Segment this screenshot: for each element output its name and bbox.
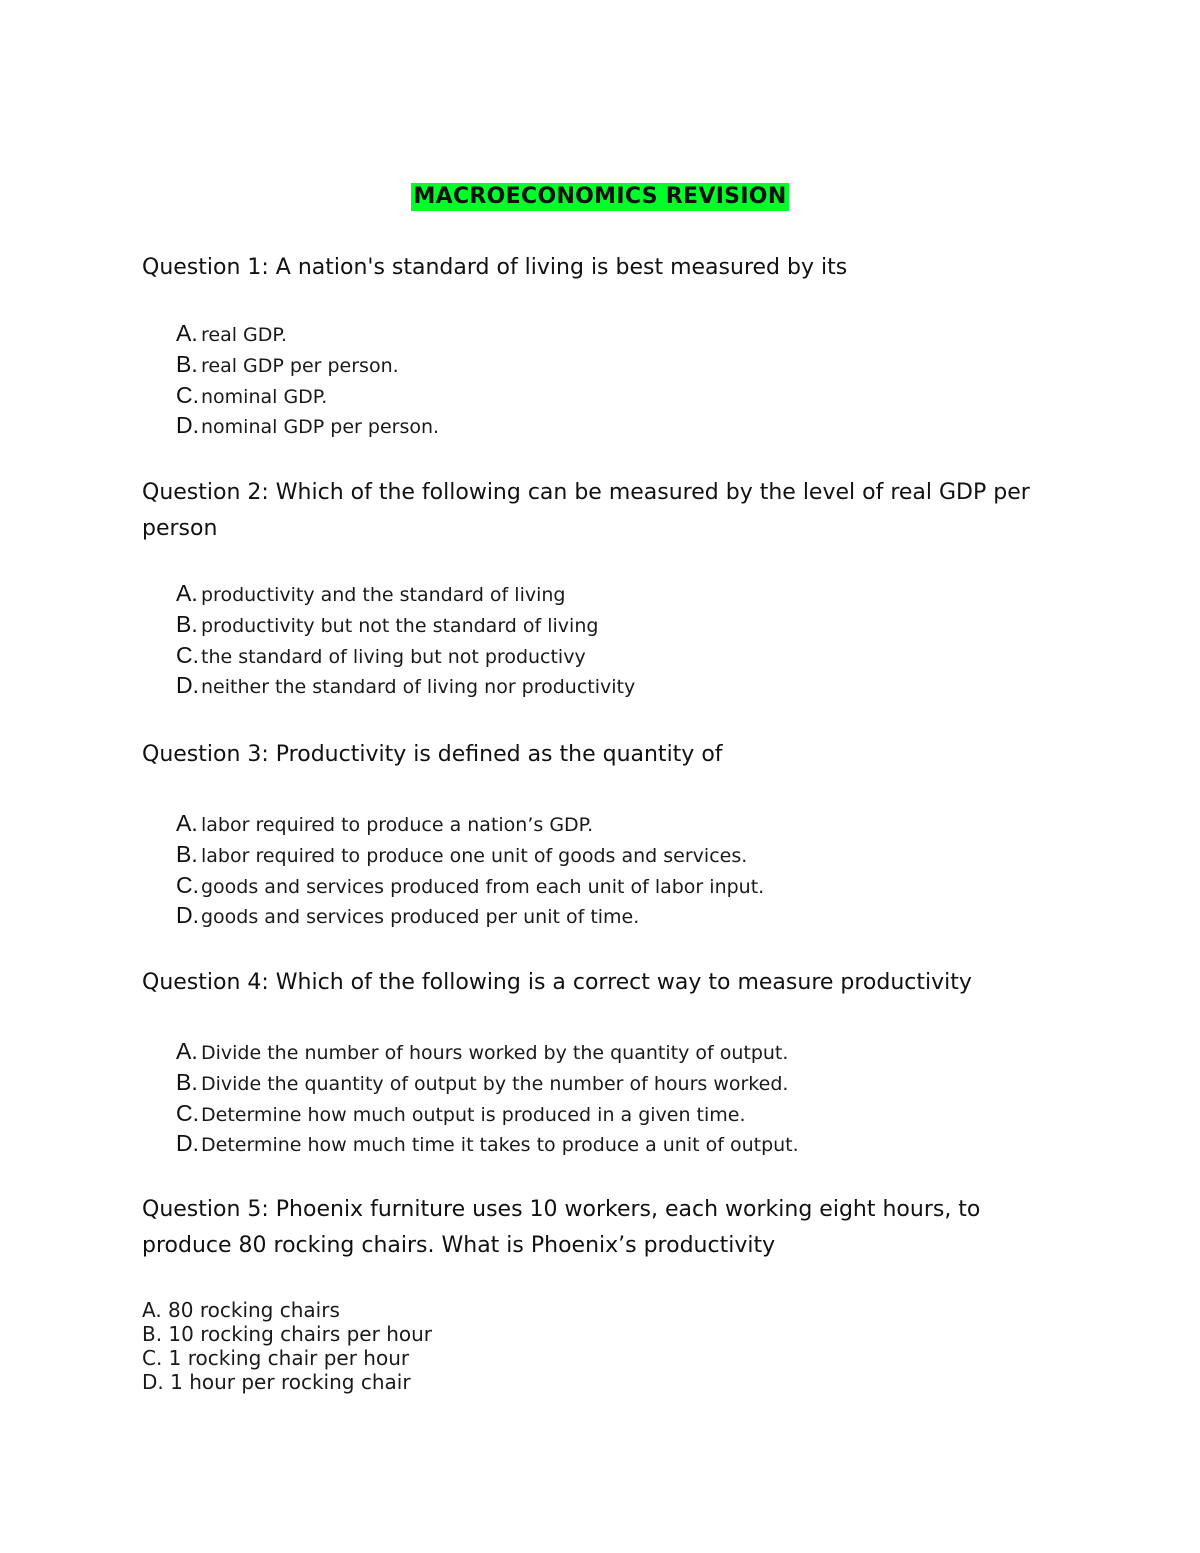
option-text: nominal GDP. <box>201 385 328 408</box>
question-4 <box>142 965 1072 1159</box>
option-letter: B. <box>176 610 198 637</box>
option-text: productivity and the standard of living <box>201 584 566 606</box>
question-4-options <box>176 1036 1072 1159</box>
question-1-options <box>176 318 1072 441</box>
option-c <box>176 380 1072 411</box>
document-title: MACROECONOMICS REVISION <box>413 184 787 209</box>
option-b: B. 10 rocking chairs per hour <box>142 1322 432 1346</box>
option-d <box>176 1128 1072 1159</box>
option-letter: D. <box>176 672 199 699</box>
option-text: real GDP per person. <box>201 354 399 377</box>
question-5-options <box>142 1298 1072 1394</box>
option-letter: D. <box>176 412 199 439</box>
option-text: Divide the number of hours worked by the quantity of output. <box>201 1042 789 1064</box>
option-text: labor required to produce one unit of goods and services. <box>201 844 748 867</box>
option-a <box>176 1036 1072 1067</box>
option-text: real GDP. <box>201 324 287 346</box>
option-text: the standard of living but not productivy <box>201 645 586 668</box>
question-1 <box>142 250 1072 441</box>
question-3-options <box>176 808 1072 931</box>
option-letter: B. <box>176 350 198 377</box>
option-b <box>176 1067 1072 1098</box>
option-letter: B. <box>176 1068 198 1095</box>
option-d: D. 1 hour per rocking chair <box>142 1370 411 1394</box>
option-c <box>176 640 1072 671</box>
option-a: A. 80 rocking chairs <box>142 1298 340 1322</box>
question-5-text: Question 5: Phoenix furniture uses 10 workers, each working eight hours, to produce 80 rocking chairs. What is Phoenix’s productivity <box>142 1197 981 1258</box>
question-2-text: Question 2: Which of the following can be measured by the level of real GDP per person <box>142 480 1030 541</box>
option-text: goods and services produced from each unit of labor input. <box>201 875 765 898</box>
option-d <box>176 900 1072 931</box>
option-d <box>176 410 1072 441</box>
option-letter: A. <box>176 810 198 836</box>
question-4-text: Question 4: Which of the following is a correct way to measure productivity <box>142 970 972 995</box>
question-3 <box>142 737 1072 931</box>
option-text: nominal GDP per person. <box>201 416 440 439</box>
question-2-options <box>176 578 1072 701</box>
question-2 <box>142 475 1072 701</box>
question-3-text: Question 3: Productivity is defined as the quantity of <box>142 742 723 767</box>
option-letter: A. <box>176 1038 198 1064</box>
option-b <box>176 609 1072 640</box>
option-text: labor required to produce a nation’s GDP. <box>201 814 594 836</box>
option-text: neither the standard of living nor productivity <box>201 676 636 699</box>
option-letter: D. <box>176 1130 199 1157</box>
option-c <box>176 870 1072 901</box>
option-letter: A. <box>176 320 198 346</box>
option-text: goods and services produced per unit of time. <box>201 906 640 929</box>
question-1-text: Question 1: A nation's standard of living is best measured by its <box>142 255 848 280</box>
option-letter: C. <box>176 641 199 668</box>
question-5 <box>142 1192 1072 1394</box>
option-c: C. 1 rocking chair per hour <box>142 1346 410 1370</box>
option-c <box>176 1098 1072 1129</box>
option-a <box>176 578 1072 609</box>
option-letter: B. <box>176 840 198 867</box>
option-letter: A. <box>176 580 198 606</box>
option-d <box>176 670 1072 701</box>
option-a <box>176 808 1072 839</box>
option-letter: C. <box>176 1099 199 1126</box>
option-b <box>176 349 1072 380</box>
option-a <box>176 318 1072 349</box>
option-text: Determine how much time it takes to produce a unit of output. <box>201 1134 799 1157</box>
option-text: productivity but not the standard of living <box>201 614 599 637</box>
option-text: Determine how much output is produced in a given time. <box>201 1103 746 1126</box>
option-letter: D. <box>176 902 199 929</box>
option-letter: C. <box>176 381 199 408</box>
option-text: Divide the quantity of output by the number of hours worked. <box>201 1072 789 1095</box>
option-letter: C. <box>176 871 199 898</box>
option-b <box>176 839 1072 870</box>
title-container <box>0 183 1200 211</box>
